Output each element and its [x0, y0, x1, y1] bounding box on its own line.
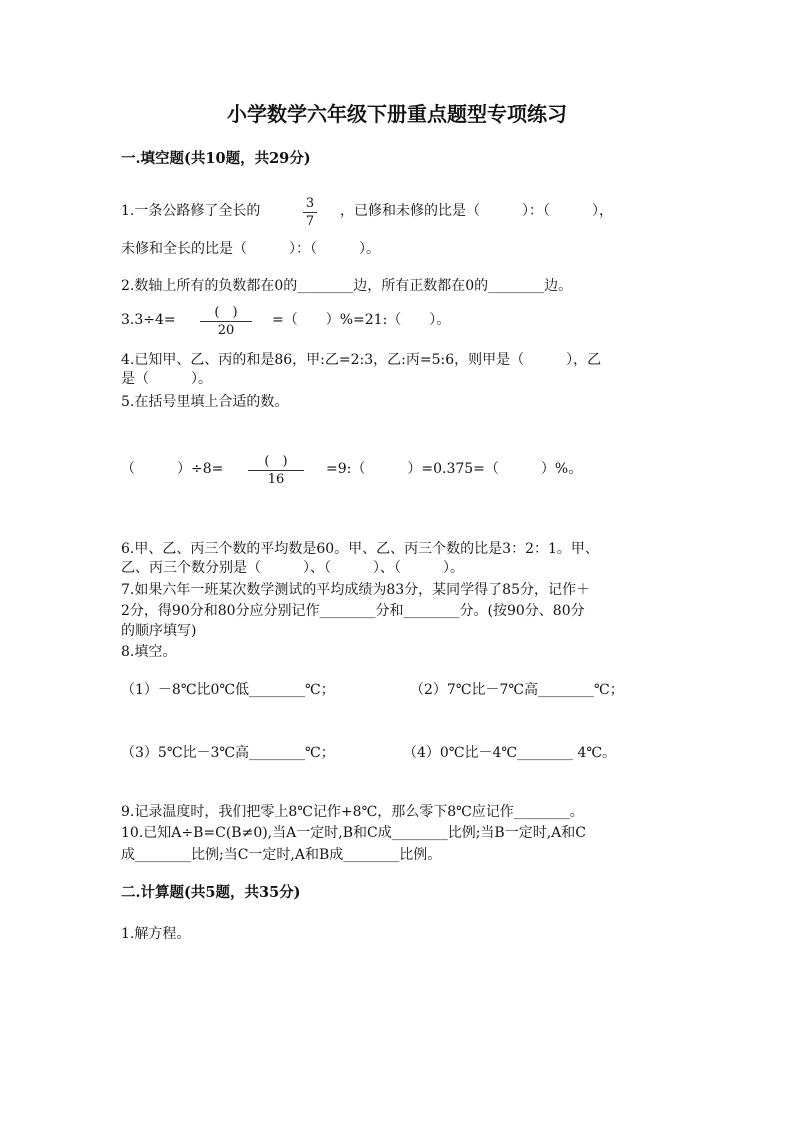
- q3-text-before: 3.3÷4=: [121, 312, 176, 328]
- section-2-heading: 二.计算题(共5题，共35分): [121, 884, 301, 901]
- q1-fraction: [303, 196, 317, 229]
- q3-fraction-numerator: ( ): [214, 305, 238, 320]
- q5-text-after: =9:（ ）=0.375=（ ）%。: [326, 461, 583, 477]
- q1-fraction-bar: [303, 212, 317, 213]
- q5-fraction: [248, 454, 304, 487]
- q7-line3: 的顺序填写): [121, 623, 197, 639]
- q3-fraction-bar: [200, 321, 252, 322]
- q10-line2: 成________比例;当C一定时,A和B成________比例。: [121, 847, 442, 863]
- s2-q1-text: 1.解方程。: [121, 926, 191, 942]
- q4-line2: 是（ ）。: [121, 371, 212, 387]
- page-title: 小学数学六年级下册重点题型专项练习: [227, 102, 567, 126]
- section-1-heading: 一.填空题(共10题，共29分): [121, 150, 311, 167]
- q10-line1: 10.已知A÷B=C(B≠0),当A一定时,B和C成________比例;当B一定时,A和C: [121, 825, 586, 841]
- q6-line2: 乙、丙三个数分别是（ ）、（ ）、（ ）。: [121, 560, 464, 576]
- q8-part4: （4）0℃比－4℃________ 4℃。: [403, 745, 617, 761]
- q9-text: 9.记录温度时，我们把零上8℃记作+8℃，那么零下8℃应记作________。: [121, 804, 584, 820]
- q3-text-after: =（ ）%=21:（ ）。: [272, 312, 451, 328]
- q4-line1: 4.已知甲、乙、丙的和是86，甲:乙=2:3，乙:丙=5:6，则甲是（ ），乙: [121, 352, 602, 368]
- q7-line1: 7.如果六年一班某次数学测试的平均成绩为83分，某同学得了85分，记作＋: [121, 582, 590, 598]
- q6-line1: 6.甲、乙、丙三个数的平均数是60。甲、乙、丙三个数的比是3：2：1。甲、: [121, 541, 599, 557]
- q3-fraction-denominator: 20: [217, 323, 235, 338]
- q1-line2: 未修和全长的比是（ ）：（ ）。: [121, 241, 380, 257]
- q5-fraction-numerator: ( ): [264, 454, 288, 469]
- q2-text: 2.数轴上所有的负数都在0的________边，所有正数都在0的________边。: [121, 278, 573, 294]
- q1-fraction-denominator: 7: [305, 214, 315, 229]
- q8-prompt: 8.填空。: [121, 644, 177, 660]
- q5-prompt: 5.在括号里填上合适的数。: [121, 394, 289, 410]
- q1-text-before: 1.一条公路修了全长的: [121, 203, 261, 219]
- q5-fraction-bar: [248, 470, 304, 471]
- q8-part1: （1）－8℃比0℃低________℃；: [121, 682, 335, 698]
- q1-fraction-numerator: 3: [305, 196, 315, 211]
- q3-fraction: [200, 305, 252, 338]
- q5-text-before: （ ）÷8=: [121, 461, 224, 477]
- q8-part3: （3）5℃比－3℃高________℃；: [121, 745, 335, 761]
- q5-fraction-denominator: 16: [267, 472, 285, 487]
- q1-text-after: ，已修和未修的比是（ ）：（ ），: [340, 203, 613, 219]
- q8-part2: （2）7℃比－7℃高________℃；: [410, 682, 624, 698]
- q7-line2: 2分，得90分和80分应分别记作________分和________分。(按90分、80分: [121, 603, 585, 619]
